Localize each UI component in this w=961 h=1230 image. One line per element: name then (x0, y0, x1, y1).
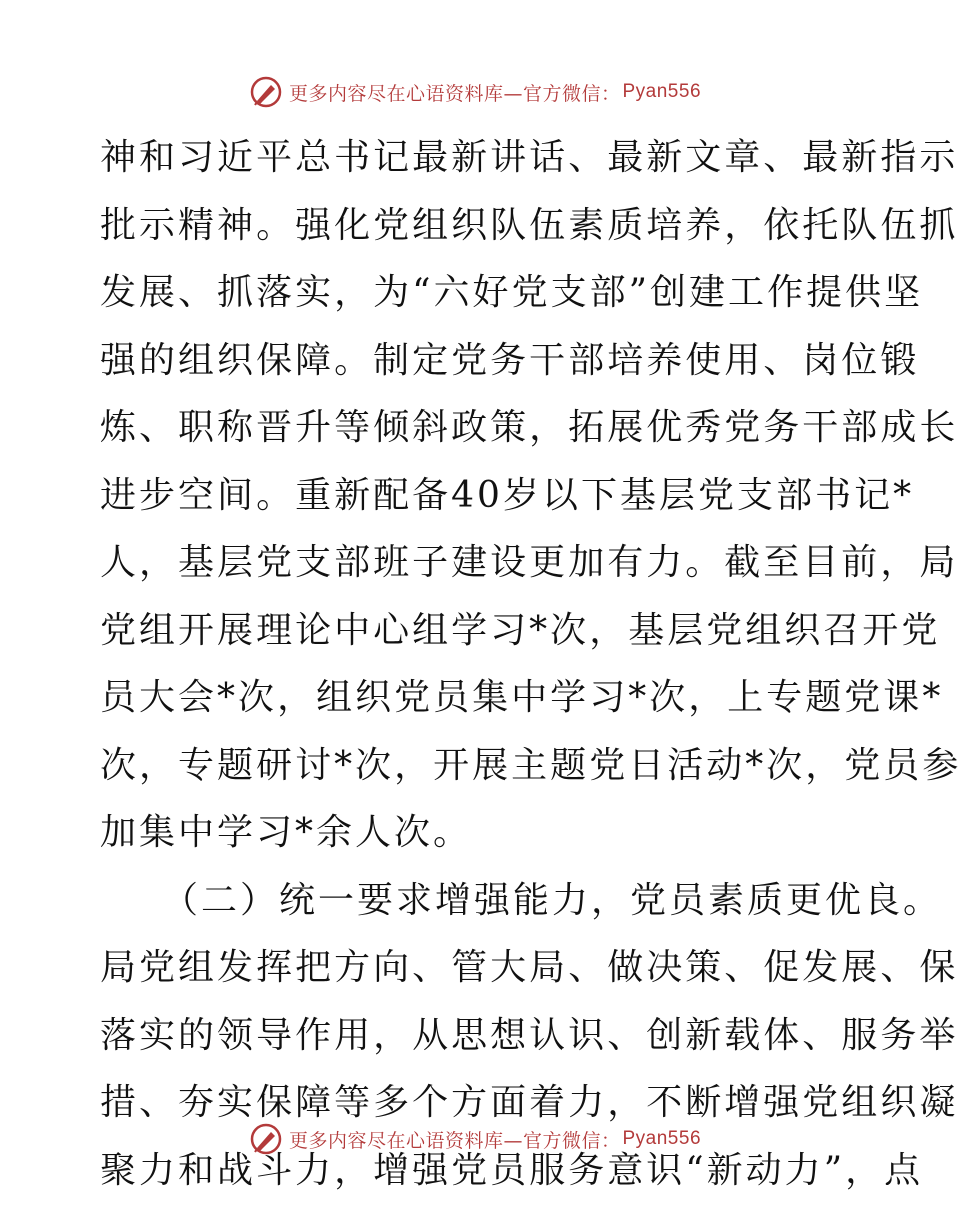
text-line: 措 、 夯 实 保 障 等 多 个 方 面 着 力 ， 不 断 增 强 党 组 织 凝 (100, 1082, 959, 1123)
text-line: 强 的 组 织 保 障 。 制 定 党 务 干 部 培 养 使 用 、 岗 位 锻 (100, 339, 920, 381)
text-line: 局 党 组 发 挥 把 方 向 、 管 大 局 、 做 决 策 、 促 发 展 、 保 (100, 947, 959, 988)
document-body (100, 124, 961, 1204)
paragraph (100, 124, 961, 867)
watermark-text: 更多内容尽在心语资料库—官方微信： (288, 82, 621, 105)
header-watermark (0, 70, 950, 114)
text-line: 聚 力 和 战 斗 力 ， 增 强 党 员 服 务 意 识 “ 新 动 力 ” ， 点 (100, 1149, 924, 1191)
pen-logo-icon (249, 75, 283, 109)
text-line: 次 ， 专 题 研 讨 * 次 ， 开 展 主 题 党 日 活 动 * 次 ， 党 员 参 (100, 744, 961, 786)
text-line: 神 和 习 近 平 总 书 记 最 新 讲 话 、 最 新 文 章 、 最 新 指 示 (100, 137, 959, 178)
section-heading-line: （二）统一要求增强能力，党员素质更优良。 (162, 879, 943, 921)
text-line: 炼 、 职 称 晋 升 等 倾 斜 政 策 ， 拓 展 优 秀 党 务 干 部 成 长 (100, 407, 959, 448)
text-line: 批 示 精 神 。 强 化 党 组 织 队 伍 素 质 培 养 ， 依 托 队 伍 抓 (100, 204, 959, 246)
watermark-text: 更多内容尽在心语资料库—官方微信： (288, 1129, 621, 1152)
text-line: 加集中学习*余人次。 (100, 812, 473, 853)
footer-watermark (0, 1117, 950, 1161)
text-line: 员 大 会 * 次 ， 组 织 党 员 集 中 学 习 * 次 ， 上 专 题 党 课 * (100, 677, 944, 718)
watermark-wechat-id: Pyan556 (622, 1128, 702, 1149)
pen-logo-icon (249, 1122, 283, 1156)
text-line: 人 ， 基 层 党 支 部 班 子 建 设 更 加 有 力 。 截 至 目 前 ， 局 (100, 542, 959, 583)
text-line: 党 组 开 展 理 论 中 心 组 学 习 * 次 ， 基 层 党 组 织 召 开 党 (100, 609, 941, 651)
text-line: 落 实 的 领 导 作 用 ， 从 思 想 认 识 、 创 新 载 体 、 服 务 举 (100, 1014, 959, 1056)
watermark-wechat-id: Pyan556 (622, 81, 702, 102)
text-line: 进 步 空 间 。 重 新 配 备 4 0 岁 以 下 基 层 党 支 部 书 记 * (100, 474, 915, 516)
text-line: 发 展 、 抓 落 实 ， 为 “ 六 好 党 支 部 ” 创 建 工 作 提 供 坚 (100, 272, 924, 313)
